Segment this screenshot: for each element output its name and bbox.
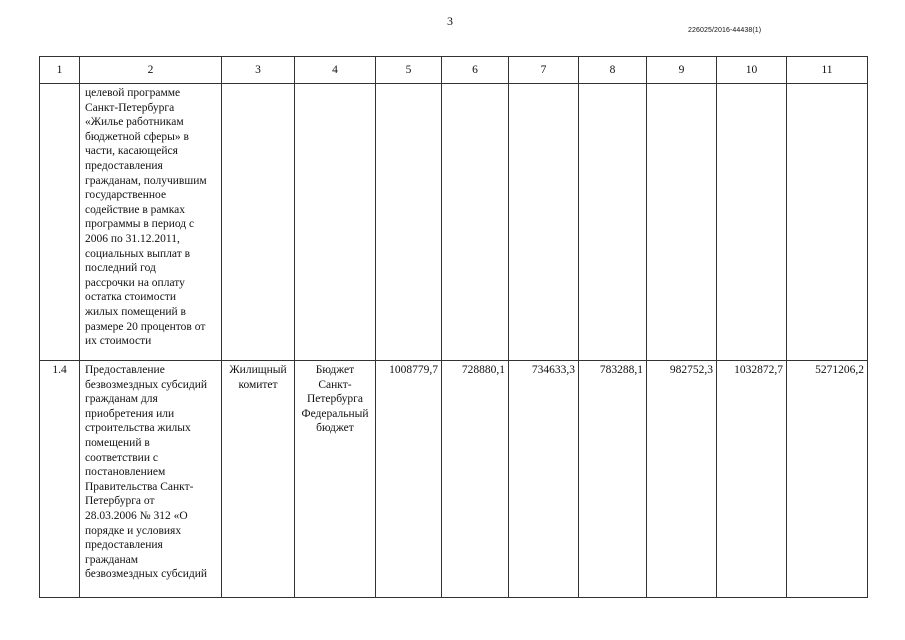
source-cell — [295, 84, 376, 361]
description-line: социальных выплат в — [85, 247, 191, 260]
description-line: безвозмездных субсидий — [85, 568, 208, 581]
column-number: 11 — [787, 57, 868, 84]
value-cell: 728880,1 — [442, 361, 509, 598]
source-line: Бюджет — [315, 364, 355, 376]
column-number: 2 — [80, 57, 222, 84]
description-line: их стоимости — [85, 335, 152, 348]
description-line: рассрочки на оплату — [85, 276, 185, 289]
row-1-4 — [40, 361, 868, 598]
value-cell: 1008779,7 — [376, 361, 442, 598]
description-line: строительства жилых — [85, 422, 191, 435]
value-cell — [509, 84, 579, 361]
column-number: 3 — [222, 57, 295, 84]
column-number-row — [40, 57, 868, 84]
value-cell — [442, 84, 509, 361]
executor-cell — [222, 361, 295, 598]
value-cell: 783288,1 — [579, 361, 647, 598]
description-line: гражданам, получившим — [85, 174, 207, 187]
continuation-row — [40, 84, 868, 361]
value-cell — [579, 84, 647, 361]
description-line: программы в период с — [85, 218, 195, 231]
row-number-cell: 1.4 — [40, 361, 80, 598]
description-line: постановлением — [85, 466, 166, 479]
value-cell: 734633,3 — [509, 361, 579, 598]
description-line: предоставления — [85, 539, 163, 552]
description-line: остатка стоимости — [85, 291, 177, 304]
description-line: Санкт-Петербурга — [85, 101, 175, 114]
description-line: бюджетной сферы» в — [85, 130, 189, 143]
column-number: 10 — [717, 57, 787, 84]
description-line: гражданам — [85, 553, 139, 566]
source-line: Петербурга — [306, 393, 364, 406]
value-cell — [717, 84, 787, 361]
value-cell: 1032872,7 — [717, 361, 787, 598]
description-line: Петербурга от — [85, 495, 155, 508]
description-line: содействие в рамках — [85, 203, 186, 216]
program-table — [39, 56, 868, 598]
description-line: 2006 по 31.12.2011, — [85, 232, 180, 245]
value-cell — [647, 84, 717, 361]
description-line: части, касающейся — [85, 145, 178, 158]
description-line: Предоставление — [85, 364, 165, 376]
document-id: 226025/2016-44438(1) — [688, 27, 762, 34]
description-line: размере 20 процентов от — [85, 320, 206, 333]
description-line: безвозмездных субсидий — [85, 378, 208, 391]
source-line: Санкт- — [318, 378, 352, 391]
executor-line: комитет — [238, 378, 278, 391]
row-number-cell — [40, 84, 80, 361]
description-line: «Жилье работникам — [85, 116, 184, 129]
column-number: 8 — [579, 57, 647, 84]
description-cell — [80, 361, 222, 598]
description-line: помещений в — [85, 436, 150, 449]
description-line: государственное — [85, 189, 167, 202]
value-cell — [376, 84, 442, 361]
column-number: 1 — [40, 57, 80, 84]
description-line: приобретения или — [85, 407, 175, 420]
value-cell — [787, 84, 868, 361]
description-line: последний год — [85, 262, 156, 275]
description-line: 28.03.2006 № 312 «О — [85, 509, 188, 522]
description-line: предоставления — [85, 159, 163, 172]
value-cell: 5271206,2 — [787, 361, 868, 598]
column-number: 5 — [376, 57, 442, 84]
executor-cell — [222, 84, 295, 361]
description-line: жилых помещений в — [85, 305, 186, 318]
source-cell — [295, 361, 376, 598]
value-cell: 982752,3 — [647, 361, 717, 598]
column-number: 7 — [509, 57, 579, 84]
description-line: гражданам для — [85, 393, 158, 406]
description-cell — [80, 84, 222, 361]
column-number: 4 — [295, 57, 376, 84]
description-line: соответствии с — [85, 451, 158, 464]
description-line: порядке и условиях — [85, 524, 182, 537]
source-line: Федеральный — [301, 407, 369, 420]
description-line: целевой программе — [85, 87, 181, 99]
column-number: 9 — [647, 57, 717, 84]
description-line: Правительства Санкт- — [85, 480, 194, 493]
executor-line: Жилищный — [229, 364, 287, 376]
page-number: 3 — [447, 14, 453, 28]
column-number: 6 — [442, 57, 509, 84]
source-line: бюджет — [316, 422, 354, 435]
